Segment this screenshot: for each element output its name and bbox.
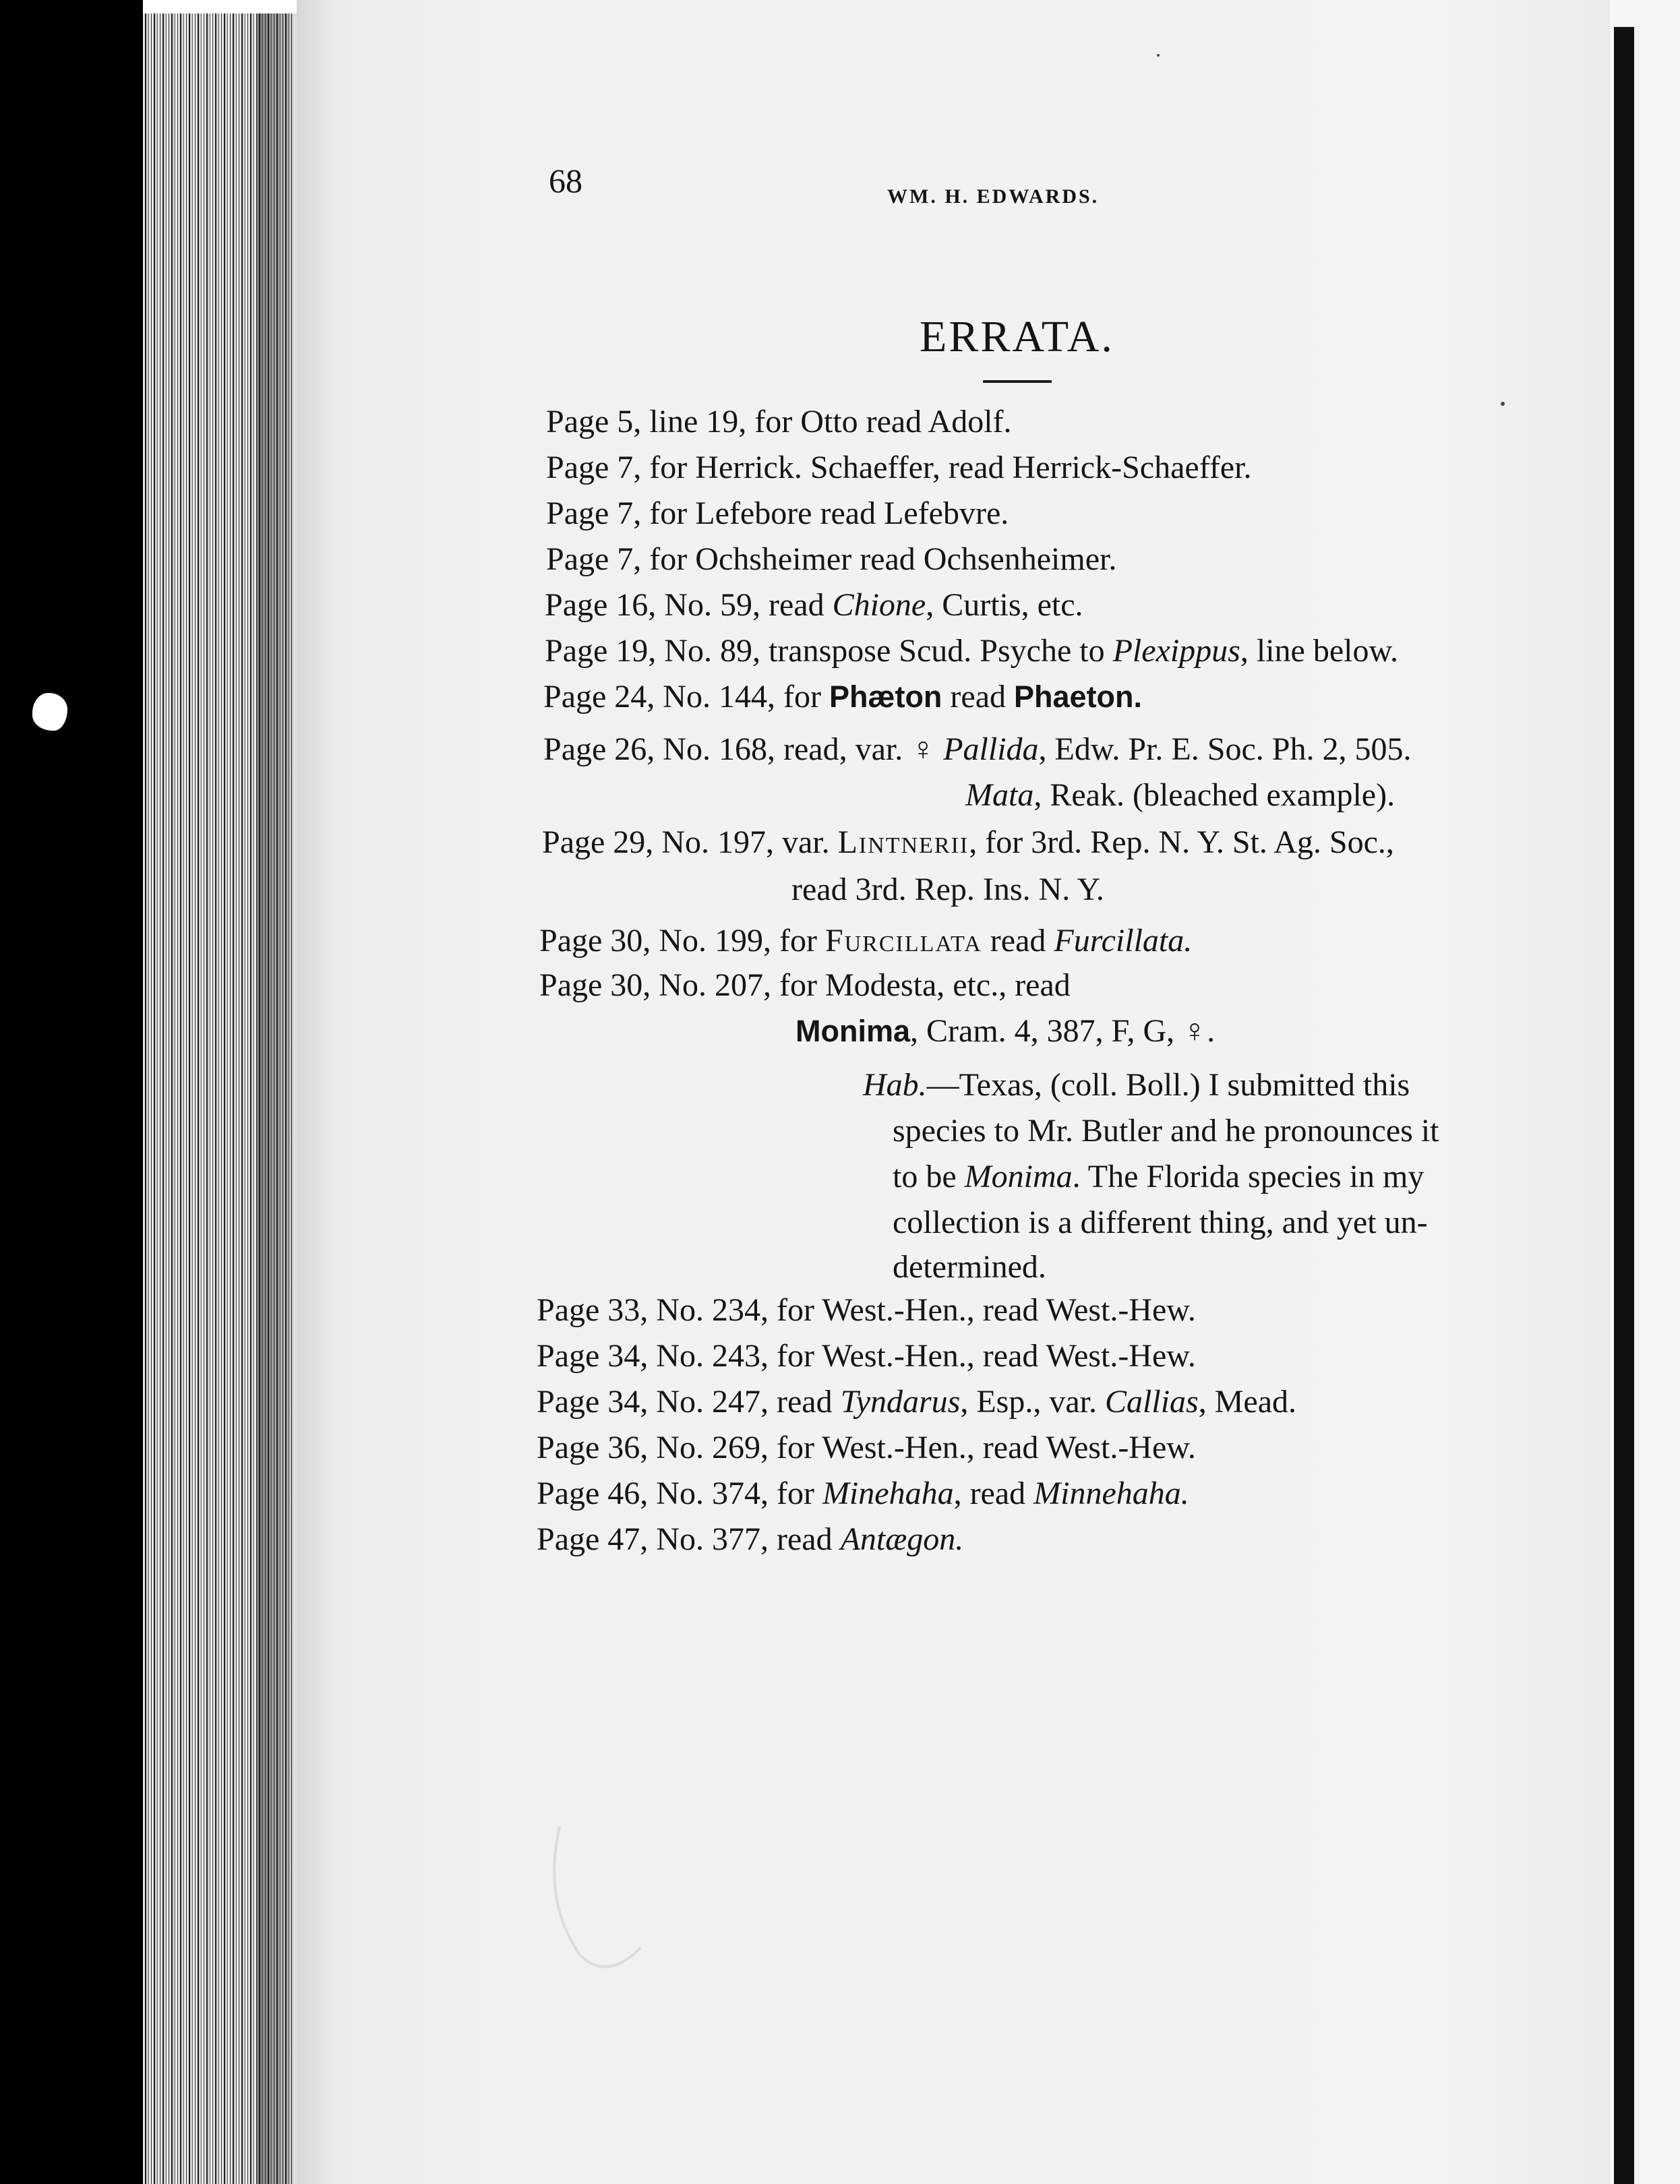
scan-right-border: [1614, 27, 1634, 2184]
errata-entry: Page 24, No. 144, for Phæton read Phaeton.: [543, 679, 1143, 715]
errata-entry: Page 7, for Ochsheimer read Ochsenheimer.: [546, 541, 1117, 577]
pencil-mark: [539, 1820, 715, 1995]
page-number: 68: [549, 162, 582, 200]
errata-entry: Page 34, No. 243, for West.-Hen., read West.-Hew.: [537, 1338, 1196, 1374]
errata-entry-continuation: Mata, Reak. (bleached example).: [965, 777, 1396, 813]
errata-entry: Page 36, No. 269, for West.-Hen., read West.-Hew.: [537, 1430, 1196, 1465]
errata-note: species to Mr. Butler and he pronounces it: [893, 1113, 1439, 1149]
scan-left-border: [0, 0, 143, 2184]
errata-entry: Page 29, No. 197, var. Lintnerii, for 3rd. Rep. N. Y. St. Ag. Soc.,: [542, 824, 1394, 860]
scan-right-gap: [1614, 0, 1634, 27]
errata-entry: Page 7, for Lefebore read Lefebvre.: [546, 495, 1009, 531]
scan-dot: [1501, 402, 1505, 406]
errata-entry: Page 19, No. 89, transpose Scud. Psyche to Plexippus, line below.: [545, 633, 1399, 669]
scan-speck: [32, 693, 67, 731]
errata-entry-continuation: Monima, Cram. 4, 387, F, G, ♀.: [796, 1013, 1216, 1049]
errata-entry: Page 33, No. 234, for West.-Hen., read West.-Hew.: [537, 1292, 1196, 1328]
errata-entry-continuation: read 3rd. Rep. Ins. N. Y.: [791, 872, 1104, 907]
errata-title: ERRATA.: [920, 312, 1114, 361]
errata-entry: Page 34, No. 247, read Tyndarus, Esp., var. Callias, Mead.: [537, 1384, 1296, 1420]
errata-note: collection is a different thing, and yet un-: [893, 1205, 1428, 1240]
title-rule: [983, 380, 1052, 383]
errata-entry: Page 5, line 19, for Otto read Adolf.: [546, 404, 1012, 439]
errata-entry: Page 26, No. 168, read, var. ♀ Pallida, Edw. Pr. E. Soc. Ph. 2, 505.: [543, 731, 1412, 767]
errata-entry: Page 46, No. 374, for Minehaha, read Minnehaha.: [537, 1476, 1189, 1511]
errata-note: Hab.—Texas, (coll. Boll.) I submitted this: [863, 1067, 1410, 1103]
scan-right-margin: [1634, 0, 1680, 2184]
errata-entry: Page 30, No. 199, for Furcillata read Furcillata.: [539, 923, 1193, 959]
scan-dot: [1157, 54, 1160, 57]
errata-note: determined.: [893, 1249, 1046, 1285]
errata-entry: Page 47, No. 377, read Antægon.: [537, 1521, 964, 1557]
errata-entry: Page 30, No. 207, for Modesta, etc., read: [539, 967, 1071, 1003]
errata-entry: Page 16, No. 59, read Chione, Curtis, etc.: [545, 587, 1083, 623]
errata-entry: Page 7, for Herrick. Schaeffer, read Herrick-Schaeffer.: [546, 450, 1252, 485]
running-title: WM. H. EDWARDS.: [887, 185, 1100, 208]
errata-note: to be Monima. The Florida species in my: [893, 1159, 1424, 1194]
